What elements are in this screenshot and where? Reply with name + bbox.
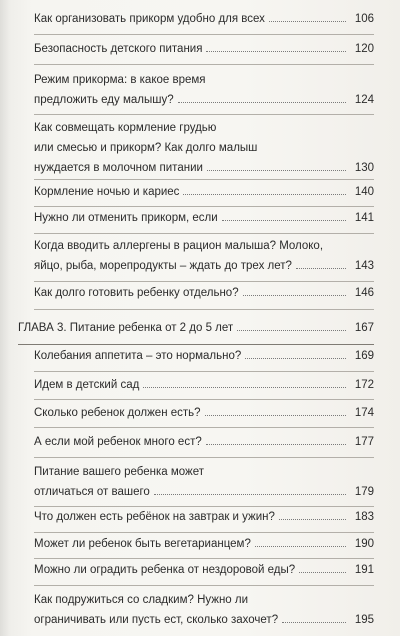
toc-page-number: 146 xyxy=(354,287,374,299)
toc-entry xyxy=(34,560,374,580)
toc-page-number: 130 xyxy=(354,162,374,174)
toc-page-number: 190 xyxy=(354,538,374,550)
toc-entry-text: ограничивать или пусть ест, сколько захочет? xyxy=(34,614,279,626)
toc-entry-text: Кормление ночью и кариес xyxy=(34,186,180,198)
toc-entry-text: Сколько ребенок должен есть? xyxy=(34,407,201,419)
toc-page-number: 183 xyxy=(354,511,374,523)
toc-page-number: 169 xyxy=(354,350,374,362)
entry-separator xyxy=(34,585,374,586)
entry-separator xyxy=(34,371,374,372)
toc-entry-text: Может ли ребенок быть вегетарианцем? xyxy=(34,538,251,550)
toc-entry-text: А если мой ребенок много ест? xyxy=(34,436,202,448)
toc-page-number: 179 xyxy=(354,486,374,498)
toc-entry xyxy=(34,70,374,110)
entry-separator xyxy=(34,114,374,115)
entry-separator xyxy=(34,281,374,282)
dot-leader xyxy=(207,170,346,171)
toc-entry-text: Питание вашего ребенка может xyxy=(34,466,205,478)
dot-leader xyxy=(243,295,346,296)
toc-entry xyxy=(34,208,374,228)
toc-entry xyxy=(34,283,374,303)
toc-entry-text: Как организовать прикорм удобно для всех xyxy=(34,13,265,25)
chapter-heading xyxy=(18,318,374,338)
dot-leader xyxy=(222,220,346,221)
toc-page-number: 174 xyxy=(354,407,374,419)
toc-entry-text: Режим прикорма: в какое время xyxy=(34,74,206,86)
toc-entry-text: или смесью и прикорм? Как долго малыш xyxy=(34,142,258,154)
toc-entry-text: нуждается в молочном питании xyxy=(34,162,203,174)
toc-entry-text: Как совмещать кормление грудью xyxy=(34,122,217,134)
dot-leader xyxy=(279,519,346,520)
dot-leader xyxy=(206,51,346,52)
dot-leader xyxy=(245,358,346,359)
dot-leader xyxy=(296,268,346,269)
toc-entry-text: Идем в детский сад xyxy=(34,379,140,391)
toc-page-number: 195 xyxy=(354,614,374,626)
toc-entry-text: Когда вводить аллергены в рацион малыша? Молоко, xyxy=(34,240,324,252)
toc-entry-text: Колебания аппетита – это нормально? xyxy=(34,350,242,362)
toc-entry xyxy=(34,403,374,423)
toc-page-number: 106 xyxy=(354,13,374,25)
toc-entry xyxy=(34,534,374,554)
dot-leader xyxy=(205,415,346,416)
entry-separator xyxy=(34,309,374,310)
toc-entry-text: яйцо, рыба, морепродукты – ждать до трех лет? xyxy=(34,260,292,272)
dot-leader xyxy=(237,330,346,331)
toc-entry-text: Нужно ли отменить прикорм, если xyxy=(34,212,218,224)
toc-entry-text: предложить еду малышу? xyxy=(34,94,174,106)
dot-leader xyxy=(269,21,346,22)
toc-entry xyxy=(34,346,374,366)
toc-entry xyxy=(34,236,374,276)
dot-leader xyxy=(183,194,346,195)
entry-separator xyxy=(34,34,374,35)
dot-leader xyxy=(143,387,346,388)
entry-separator xyxy=(34,399,374,400)
toc-entry-text: Безопасность детского питания xyxy=(34,43,203,55)
entry-separator xyxy=(34,233,374,234)
toc-entry xyxy=(34,9,374,29)
toc-entry-text: Что должен есть ребёнок на завтрак и ужин? xyxy=(34,511,275,523)
toc-page-number: 143 xyxy=(354,260,374,272)
entry-separator xyxy=(34,427,374,428)
chapter-page-number: 167 xyxy=(354,322,374,334)
toc-entry xyxy=(34,39,374,59)
entry-separator xyxy=(34,558,374,559)
toc-entry-text: отличаться от вашего xyxy=(34,486,150,498)
dot-leader xyxy=(299,572,346,573)
toc-entry-text: Как подружиться со сладким? Нужно ли xyxy=(34,594,249,606)
toc-page-number: 140 xyxy=(354,186,374,198)
toc-entry xyxy=(34,182,374,202)
dot-leader xyxy=(282,622,346,623)
chapter-title: ГЛАВА 3. Питание ребенка от 2 до 5 лет xyxy=(18,322,234,334)
toc-page-number: 120 xyxy=(354,43,374,55)
dot-leader xyxy=(255,546,346,547)
dot-leader xyxy=(178,102,346,103)
dot-leader xyxy=(154,494,346,495)
toc-entry xyxy=(34,507,374,527)
toc-entry xyxy=(34,118,374,178)
toc-entry xyxy=(34,375,374,395)
entry-separator xyxy=(34,532,374,533)
toc-page-number: 124 xyxy=(354,94,374,106)
entry-separator xyxy=(34,206,374,207)
dot-leader xyxy=(206,444,346,445)
toc-page-number: 177 xyxy=(354,436,374,448)
toc-page-number: 172 xyxy=(354,379,374,391)
entry-separator xyxy=(34,179,374,180)
toc-entry-text: Как долго готовить ребенку отдельно? xyxy=(34,287,239,299)
toc-entry xyxy=(34,432,374,452)
entry-separator xyxy=(34,64,374,65)
toc-page-number: 191 xyxy=(354,564,374,576)
toc-entry-text: Можно ли оградить ребенка от нездоровой еды? xyxy=(34,564,296,576)
toc-entry xyxy=(34,462,374,502)
toc-page-number: 141 xyxy=(354,212,374,224)
entry-separator xyxy=(34,457,374,458)
toc-entry xyxy=(34,590,374,630)
